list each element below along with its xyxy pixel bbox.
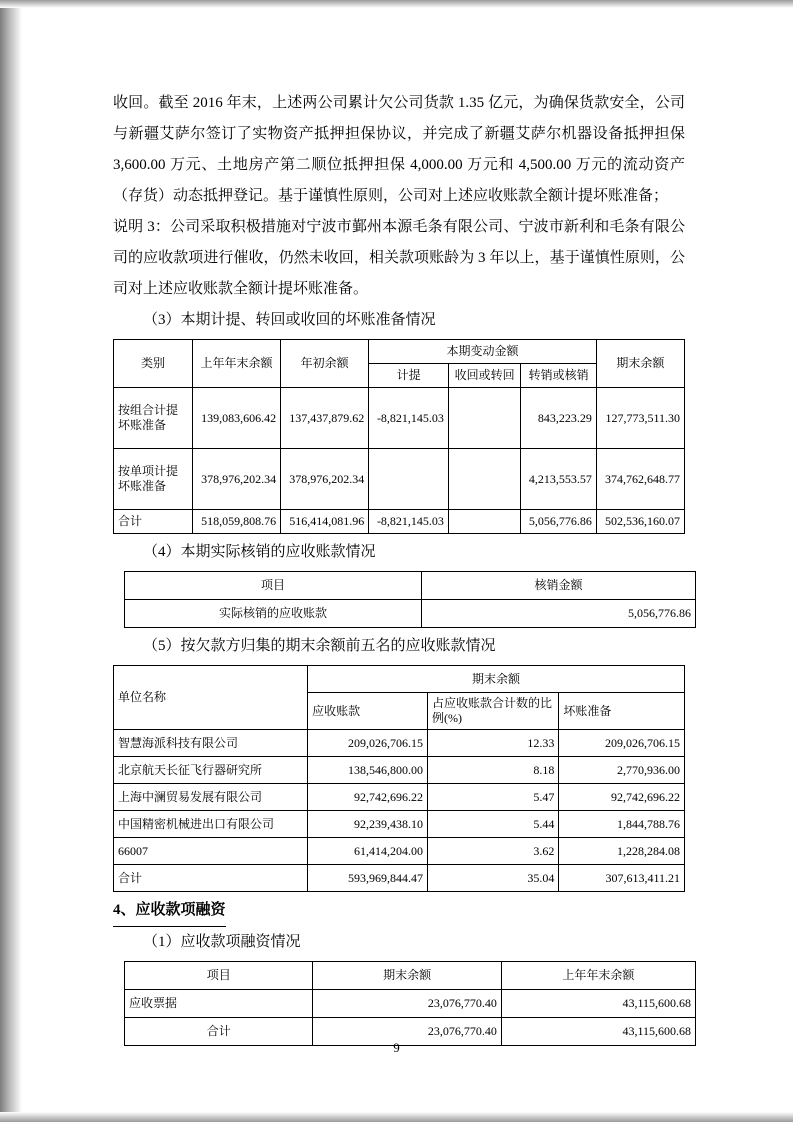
cell-receivable: 61,414,204.00 (308, 838, 428, 865)
cell-written-off: 843,223.29 (521, 388, 597, 449)
table-row (114, 449, 685, 510)
written-off-table (124, 571, 696, 628)
cell-unit-name: 合计 (114, 865, 308, 892)
caption-4-1: （1）应收款项融资情况 (143, 934, 301, 950)
table-row (114, 838, 685, 865)
cell-receivable: 209,026,706.15 (308, 730, 428, 757)
cell-category: 合计 (114, 510, 193, 534)
table-header-row (114, 340, 685, 364)
cell-category: 按组合计提坏账准备 (114, 388, 193, 449)
cell-year-begin: 137,437,879.62 (281, 388, 369, 449)
paragraph-1: 收回。截至 2016 年末，上述两公司累计欠公司货款 1.35 亿元，为确保货款安全，公司与新疆艾萨尔签订了实物资产抵押担保协议，并完成了新疆艾萨尔机器设备抵押担保 3,600.00 万元、土地房产第二顺位抵押担保 4,000.00 万元和 4,500.00 万元的流动资产（存货）动态抵押登记。基于谨慎性原则，公司对上述应收账款全额计提坏账准备； (113, 95, 685, 204)
header-period-end: 期末余额 (313, 962, 501, 990)
cell-recovered (448, 449, 520, 510)
table-row (114, 757, 685, 784)
caption-5: （5）按欠款方归集的期末余额前五名的应收账款情况 (143, 638, 496, 654)
header-period-end: 期末余额 (596, 340, 684, 388)
cell-ratio: 35.04 (428, 865, 559, 892)
cell-period-end: 23,076,770.40 (313, 1018, 501, 1046)
cell-written-off: 4,213,553.57 (521, 449, 597, 510)
cell-period-end: 23,076,770.40 (313, 990, 501, 1018)
bad-debt-table-wrapper (113, 339, 685, 534)
cell-receivable: 92,239,438.10 (308, 811, 428, 838)
table-header-row (114, 666, 685, 693)
cell-prev-year-end: 378,976,202.34 (193, 449, 281, 510)
cell-unit-name: 中国精密机械进出口有限公司 (114, 811, 308, 838)
cell-ratio: 5.47 (428, 784, 559, 811)
cell-accrued: -8,821,145.03 (369, 388, 449, 449)
table-row (125, 990, 696, 1018)
paragraph-2: 说明 3：公司采取积极措施对宁波市鄞州本源毛条有限公司、宁波市新利和毛条有限公司的应收款项进行催收，仍然未收回，相关款项账龄为 3 年以上，基于谨慎性原则，公司对上述应收账款全额计提坏账准备。 (113, 219, 685, 297)
header-item: 项目 (125, 572, 422, 600)
cell-item: 应收票据 (125, 990, 313, 1018)
caption-4: （4）本期实际核销的应收账款情况 (143, 544, 376, 560)
cell-accrued: -8,821,145.03 (369, 510, 449, 534)
top5-receivables-table (113, 665, 685, 892)
header-amount: 核销金额 (421, 572, 695, 600)
section-heading-4-text: 4、应收款项融资 (113, 895, 226, 927)
cell-year-begin: 516,414,081.96 (281, 510, 369, 534)
cell-amount: 5,056,776.86 (421, 600, 695, 628)
header-accrued: 计提 (369, 364, 449, 388)
cell-recovered (448, 388, 520, 449)
table-row (114, 811, 685, 838)
header-recovered: 收回或转回 (448, 364, 520, 388)
cell-prev-year-end: 518,059,808.76 (193, 510, 281, 534)
cell-unit-name: 智慧海派科技有限公司 (114, 730, 308, 757)
cell-bad-debt: 307,613,411.21 (559, 865, 685, 892)
cell-bad-debt: 209,026,706.15 (559, 730, 685, 757)
cell-prev-year-end: 43,115,600.68 (501, 1018, 695, 1046)
table-header-row (125, 572, 696, 600)
header-category: 类别 (114, 340, 193, 388)
cell-receivable: 593,969,844.47 (308, 865, 428, 892)
cell-item: 实际核销的应收账款 (125, 600, 422, 628)
cell-accrued (369, 449, 449, 510)
cell-prev-year-end: 43,115,600.68 (501, 990, 695, 1018)
cell-period-end: 127,773,511.30 (596, 388, 684, 449)
cell-unit-name: 66007 (114, 838, 308, 865)
cell-prev-year-end: 139,083,606.42 (193, 388, 281, 449)
cell-period-end: 502,536,160.07 (596, 510, 684, 534)
header-prev-year-end: 上年年末余额 (193, 340, 281, 388)
scan-edge-top (0, 0, 793, 8)
cell-receivable: 92,742,696.22 (308, 784, 428, 811)
written-off-table-wrapper (113, 571, 691, 628)
cell-receivable: 138,546,800.00 (308, 757, 428, 784)
cell-bad-debt: 2,770,936.00 (559, 757, 685, 784)
bad-debt-table (113, 339, 685, 534)
header-unit-name: 单位名称 (114, 666, 308, 730)
table-row (114, 784, 685, 811)
table-row (114, 388, 685, 449)
table-header-row (125, 962, 696, 990)
table-row (114, 730, 685, 757)
cell-category: 按单项计提坏账准备 (114, 449, 193, 510)
cell-unit-name: 北京航天长征飞行器研究所 (114, 757, 308, 784)
scan-edge-bottom (0, 1112, 793, 1122)
header-written-off: 转销或核销 (521, 364, 597, 388)
header-year-begin: 年初余额 (281, 340, 369, 388)
header-ratio: 占应收账款合计数的比例(%) (428, 693, 559, 730)
header-bad-debt: 坏账准备 (559, 693, 685, 730)
cell-year-begin: 378,976,202.34 (281, 449, 369, 510)
page-number: 9 (393, 1040, 400, 1055)
cell-bad-debt: 1,228,284.08 (559, 838, 685, 865)
cell-ratio: 3.62 (428, 838, 559, 865)
cell-ratio: 8.18 (428, 757, 559, 784)
cell-written-off: 5,056,776.86 (521, 510, 597, 534)
scan-edge-left (0, 0, 22, 1122)
caption-3: （3）本期计提、转回或收回的坏账准备情况 (143, 312, 436, 328)
financing-table (124, 961, 696, 1046)
table-row-total (114, 510, 685, 534)
header-prev-year-end: 上年年末余额 (501, 962, 695, 990)
table-row (125, 600, 696, 628)
top5-table-wrapper (113, 665, 685, 892)
cell-item: 合计 (125, 1018, 313, 1046)
table-row-total (114, 865, 685, 892)
cell-bad-debt: 1,844,788.76 (559, 811, 685, 838)
cell-bad-debt: 92,742,696.22 (559, 784, 685, 811)
section-heading-4 (113, 895, 685, 927)
page-content (113, 88, 691, 1049)
header-change-group: 本期变动金额 (369, 340, 597, 364)
cell-recovered (448, 510, 520, 534)
financing-table-wrapper (113, 961, 691, 1046)
header-item: 项目 (125, 962, 313, 990)
header-receivable: 应收账款 (308, 693, 428, 730)
cell-unit-name: 上海中澜贸易发展有限公司 (114, 784, 308, 811)
cell-ratio: 5.44 (428, 811, 559, 838)
header-period-end-group: 期末余额 (308, 666, 685, 693)
cell-ratio: 12.33 (428, 730, 559, 757)
cell-period-end: 374,762,648.77 (596, 449, 684, 510)
